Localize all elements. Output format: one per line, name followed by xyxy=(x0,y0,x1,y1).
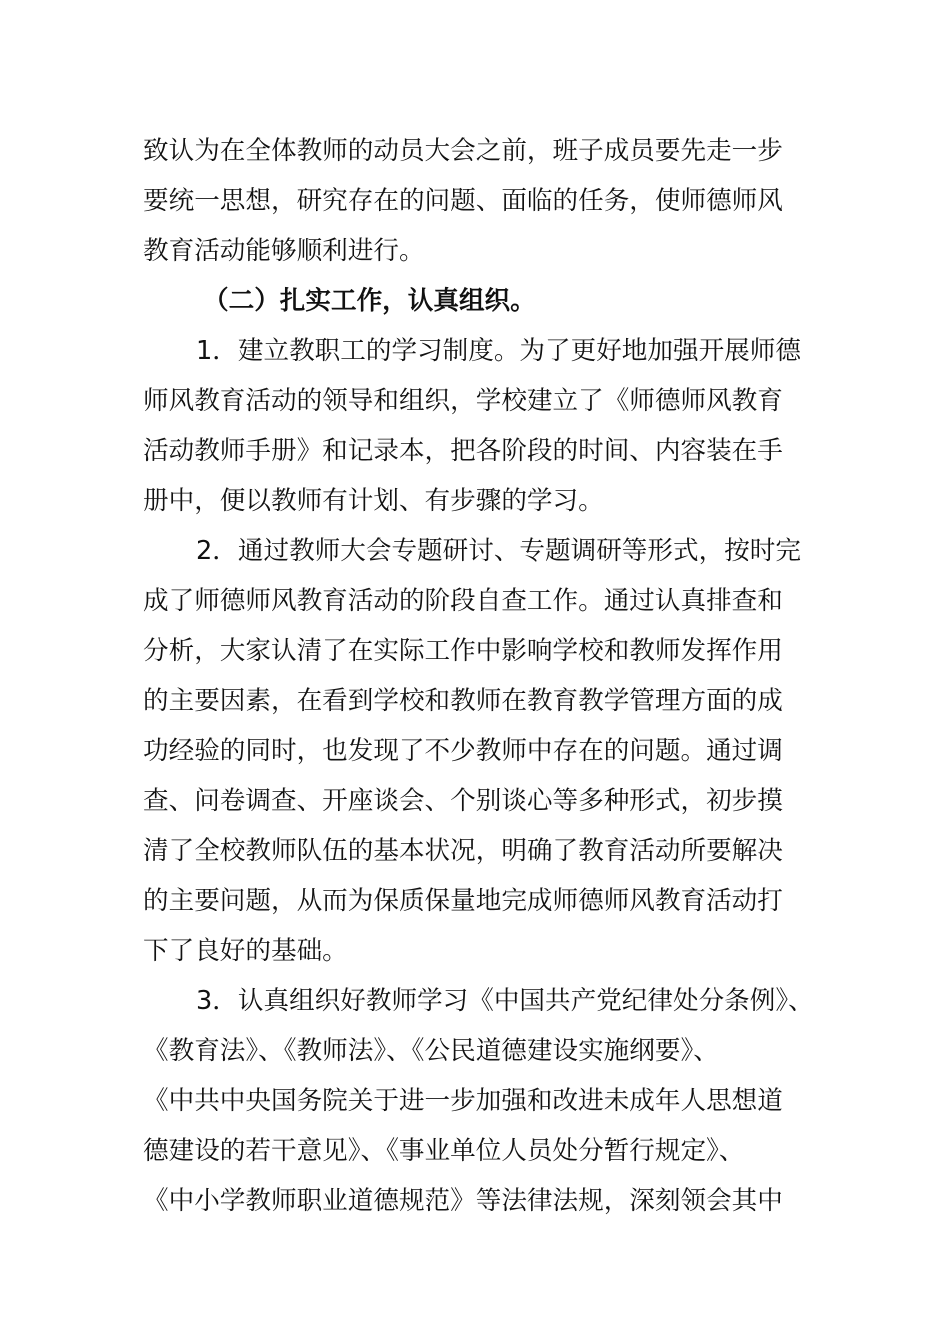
text-line-12: 的主要因素，在看到学校和教师在教育教学管理方面的成 xyxy=(143,686,783,716)
text-line-5: 1．建立教职工的学习制度。为了更好地加强开展师德 xyxy=(196,336,801,366)
text-line-9: 2．通过教师大会专题研讨、专题调研等形式，按时完 xyxy=(196,536,801,566)
text-line-15: 清了全校教师队伍的基本状况，明确了教育活动所要解决 xyxy=(143,836,783,866)
text-line-21: 德建设的若干意见》、《事业单位人员处分暂行规定》、 xyxy=(143,1136,745,1166)
text-line-2: 要统一思想，研究存在的问题、面临的任务，使师德师风 xyxy=(143,186,783,216)
text-line-14: 查、问卷调查、开座谈会、个别谈心等多种形式，初步摸 xyxy=(143,786,783,816)
text-line-11: 分析，大家认清了在实际工作中影响学校和教师发挥作用 xyxy=(143,636,783,666)
text-line-22: 《中小学教师职业道德规范》等法律法规，深刻领会其中 xyxy=(143,1186,783,1216)
text-line-6: 师风教育活动的领导和组织，学校建立了《师德师风教育 xyxy=(143,386,783,416)
text-line-20: 《中共中央国务院关于进一步加强和改进未成年人思想道 xyxy=(143,1086,783,1116)
text-line-8: 册中，便以教师有计划、有步骤的学习。 xyxy=(143,486,604,516)
text-line-16: 的主要问题，从而为保质保量地完成师德师风教育活动打 xyxy=(143,886,783,916)
text-line-18: 3．认真组织好教师学习《中国共产党纪律处分条例》、 xyxy=(196,986,814,1016)
text-line-7: 活动教师手册》和记录本，把各阶段的时间、内容装在手 xyxy=(143,436,783,466)
text-line-13: 功经验的同时，也发现了不少教师中存在的问题。通过调 xyxy=(143,736,783,766)
text-line-19: 《教育法》、《教师法》、《公民道德建设实施纲要》、 xyxy=(143,1036,719,1066)
text-line-17: 下了良好的基础。 xyxy=(143,936,348,966)
section-heading: （二）扎实工作，认真组织。 xyxy=(203,286,536,316)
text-line-10: 成了师德师风教育活动的阶段自查工作。通过认真排查和 xyxy=(143,586,783,616)
text-line-3: 教育活动能够顺利进行。 xyxy=(143,236,425,266)
text-line-1: 致认为在全体教师的动员大会之前，班子成员要先走一步 xyxy=(143,136,783,166)
